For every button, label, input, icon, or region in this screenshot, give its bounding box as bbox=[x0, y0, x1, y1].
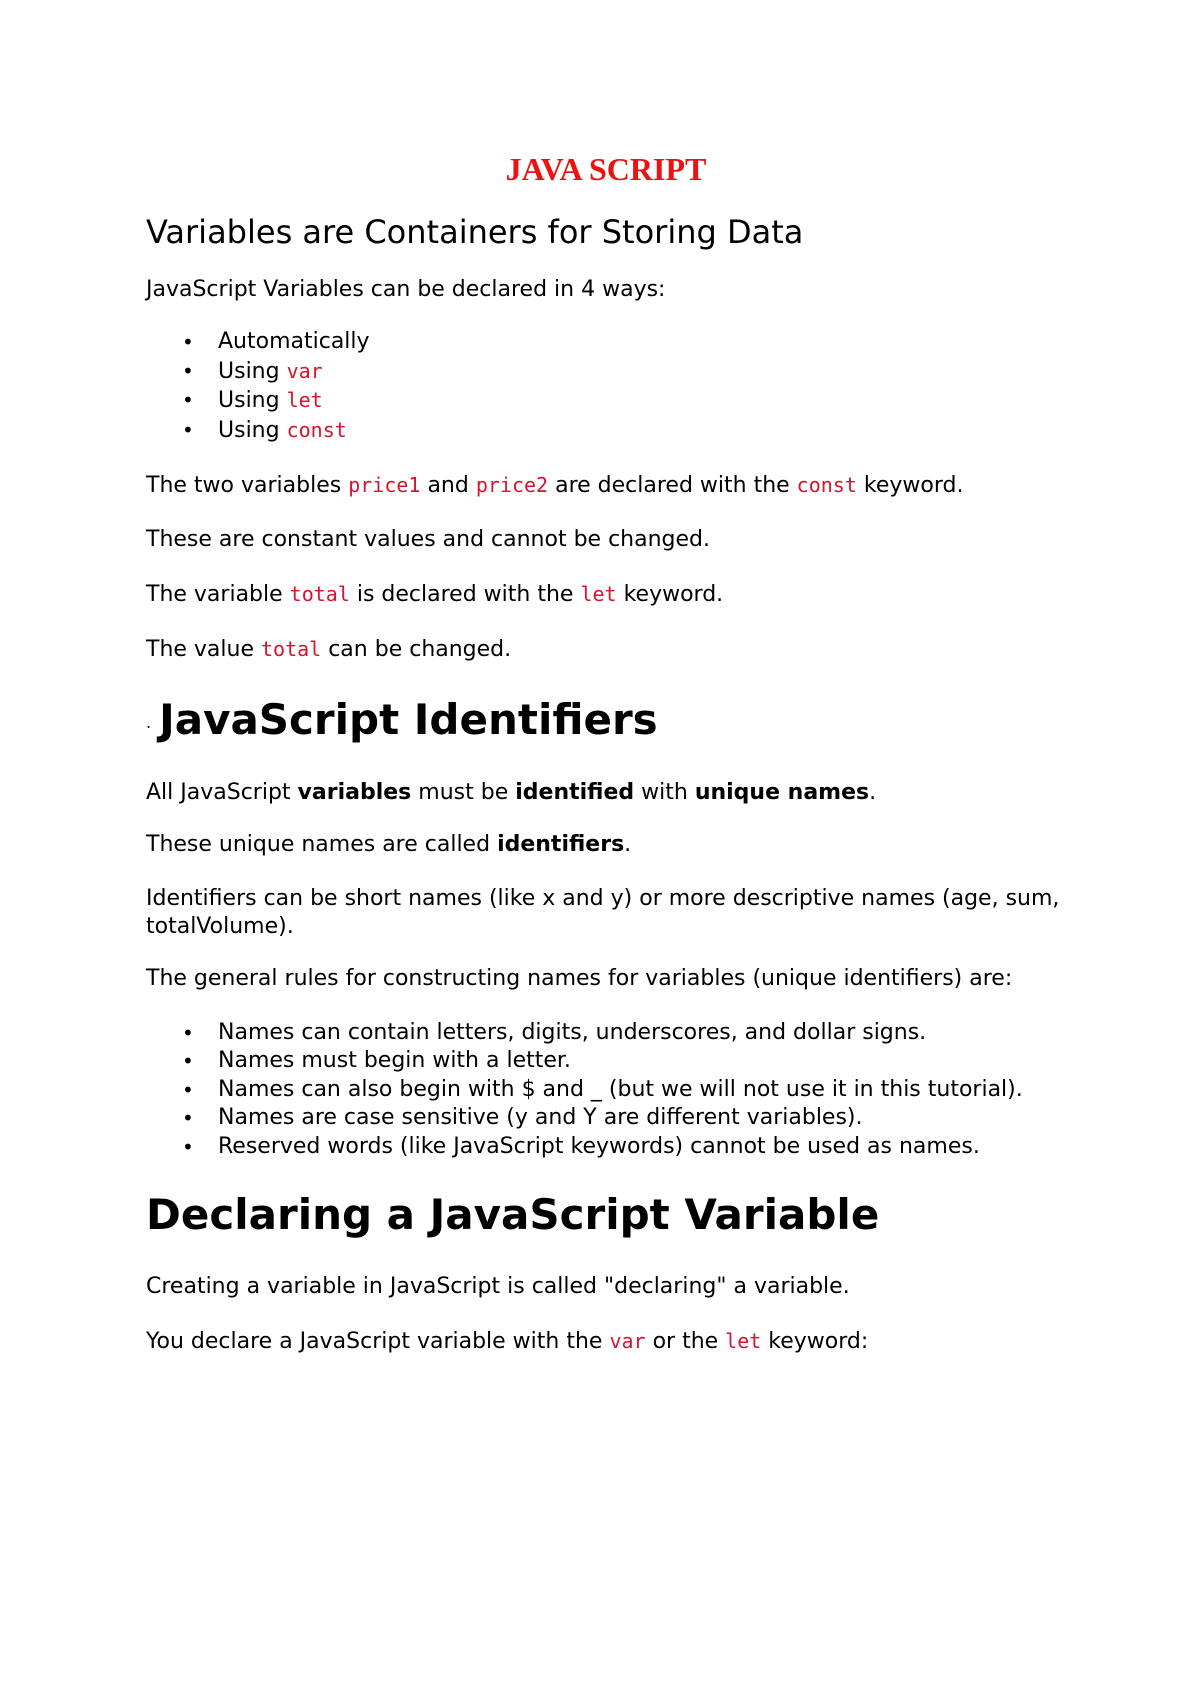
list-item: • Names can contain letters, digits, underscores, and dollar signs. bbox=[146, 1019, 1066, 1048]
code-keyword-var: var bbox=[286, 358, 323, 383]
list-item: • Names can also begin with $ and _ (but we will not use it in this tutorial). bbox=[146, 1076, 1066, 1105]
section-heading-variables: Variables are Containers for Storing Data bbox=[146, 213, 804, 251]
list-item: • Using const bbox=[146, 416, 1066, 446]
document-title: JAVA SCRIPT bbox=[505, 151, 707, 187]
list-item: • Using var bbox=[146, 357, 1066, 387]
paragraph-let-var: The variable total is declared with the let keyword. bbox=[146, 582, 724, 607]
paragraph-unique-names: All JavaScript variables must be identified with unique names. bbox=[146, 779, 877, 805]
list-item: • Using let bbox=[146, 386, 1066, 416]
list-item: • Automatically bbox=[146, 328, 1066, 357]
list-item: • Names are case sensitive (y and Y are different variables). bbox=[146, 1104, 1066, 1133]
paragraph-identifiers: These unique names are called identifiers. bbox=[146, 831, 632, 857]
section-heading-declaring: Declaring a JavaScript Variable bbox=[146, 1190, 880, 1239]
list-item: • Reserved words (like JavaScript keywords) cannot be used as names. bbox=[146, 1133, 1066, 1162]
document-content bbox=[146, 142, 1066, 1356]
list-item: • Names must begin with a letter. bbox=[146, 1047, 1066, 1076]
paragraph-total-changed: The value total can be changed. bbox=[146, 637, 512, 662]
paragraph-var-let: You declare a JavaScript variable with the var or the let keyword: bbox=[146, 1329, 869, 1354]
code-keyword-let: let bbox=[286, 388, 323, 412]
section-heading-identifiers: . JavaScript Identifiers bbox=[146, 695, 658, 744]
paragraph-declaring: Creating a variable in JavaScript is called "declaring" a variable. bbox=[146, 1274, 850, 1299]
intro-paragraph: JavaScript Variables can be declared in 4 ways: bbox=[146, 277, 666, 302]
paragraph-short-names: Identifiers can be short names (like x and y) or more descriptive names (age, sum, totalVolume). bbox=[146, 885, 1060, 939]
paragraph-const-vars: The two variables price1 and price2 are declared with the const keyword. bbox=[146, 473, 964, 498]
paragraph-general-rules: The general rules for constructing names for variables (unique identifiers) are: bbox=[146, 965, 1013, 991]
code-keyword-const: const bbox=[286, 417, 347, 442]
naming-rules-list bbox=[146, 1019, 1066, 1162]
declaration-ways-list bbox=[146, 328, 1066, 445]
paragraph-constant-values: These are constant values and cannot be changed. bbox=[146, 527, 710, 552]
